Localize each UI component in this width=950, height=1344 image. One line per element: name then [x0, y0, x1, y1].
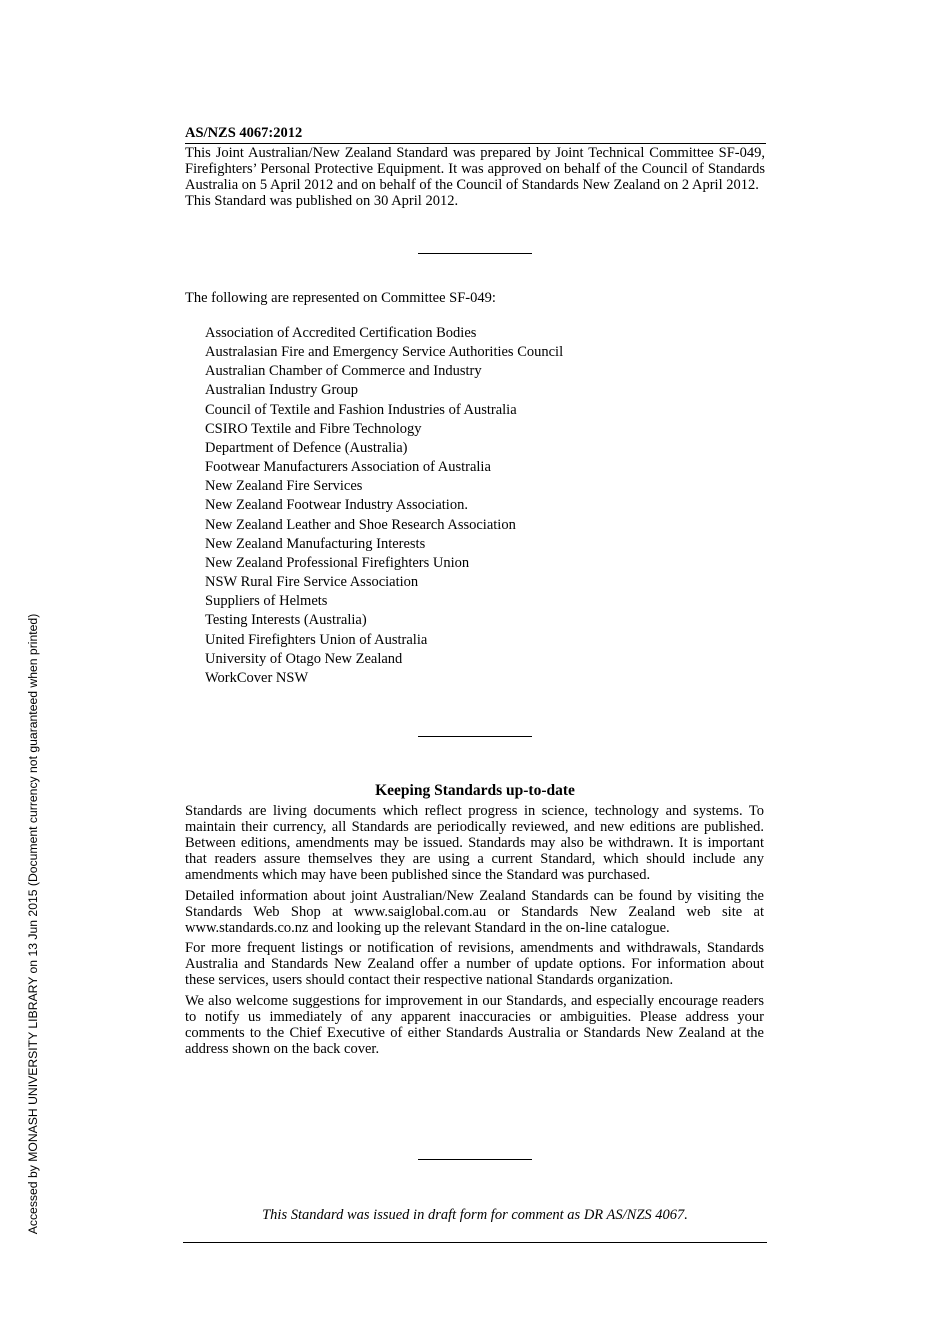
body-paragraph: Detailed information about joint Australian/New Zealand Standards can be found by visiting the Standards Web Shop at www.saiglobal.com.au or Standards New Zealand web site at www.standards.co.nz and looking up the relevant Standard in the on-line catalogue.: [185, 887, 764, 936]
list-item: Testing Interests (Australia): [205, 612, 367, 629]
list-item: New Zealand Leather and Shoe Research Association: [205, 516, 516, 533]
body-paragraph: For more frequent listings or notification of revisions, amendments and withdrawals, Standards Australia and Standards New Zealand offer a number of update options. For information about these services, users should contact their respective national Standards organization.: [185, 940, 764, 989]
preparation-paragraph: This Joint Australian/New Zealand Standard was prepared by Joint Technical Committee SF-049, Firefighters’ Personal Protective Equipment. It was approved on behalf of the Council of Standards Australia on 5 April 2012 and on behalf of the Council of Standards New Zealand on 2 April 2012.: [185, 145, 765, 193]
list-item: Suppliers of Helmets: [205, 593, 328, 610]
list-item: United Firefighters Union of Australia: [205, 631, 428, 648]
list-item: Australasian Fire and Emergency Service Authorities Council: [205, 344, 564, 361]
body-paragraph: We also welcome suggestions for improvement in our Standards, and especially encourage readers to notify us immediately of any apparent inaccuracies or ambiguities. Please address your comments to the Chief Executive of either Standards Australia or Standards New Zealand at the address shown on the back cover.: [185, 992, 764, 1057]
access-watermark: Accessed by MONASH UNIVERSITY LIBRARY on 13 Jun 2015 (Document currency not guaranteed when printed): [26, 613, 40, 1235]
list-item: Australian Industry Group: [205, 382, 359, 399]
list-item: New Zealand Manufacturing Interests: [205, 535, 426, 552]
list-item: WorkCover NSW: [205, 669, 309, 686]
list-item: University of Otago New Zealand: [205, 650, 403, 667]
keeping-standards-section: [185, 803, 764, 1061]
list-item: New Zealand Fire Services: [205, 478, 363, 495]
preparation-section: [185, 145, 765, 209]
committee-member-list: [205, 324, 563, 688]
body-paragraph: Standards are living documents which reflect progress in science, technology and systems. To maintain their currency, all Standards are periodically reviewed, and new editions are published. Between editions, amendments may be issued. Standards may also be withdrawn. It is important that readers assure themselves they are using a current Standard, which should include any amendments which may have been published since the Standard was purchased.: [185, 803, 764, 883]
list-item: New Zealand Professional Firefighters Union: [205, 554, 470, 571]
bottom-rule: [183, 1242, 767, 1243]
committee-intro: The following are represented on Committee SF-049:: [185, 290, 496, 306]
divider-2: [418, 736, 532, 737]
list-item: New Zealand Footwear Industry Association.: [205, 497, 468, 514]
list-item: CSIRO Textile and Fibre Technology: [205, 420, 422, 437]
publication-date-paragraph: This Standard was published on 30 April 2012.: [185, 193, 459, 209]
list-item: Footwear Manufacturers Association of Australia: [205, 459, 491, 476]
divider-1: [418, 253, 532, 254]
list-item: Department of Defence (Australia): [205, 439, 408, 456]
section-heading: Keeping Standards up-to-date: [375, 782, 575, 799]
document-id: AS/NZS 4067:2012: [185, 125, 766, 144]
list-item: Australian Chamber of Commerce and Industry: [205, 363, 482, 380]
list-item: Council of Textile and Fashion Industries of Australia: [205, 401, 517, 418]
divider-3: [418, 1159, 532, 1160]
list-item: NSW Rural Fire Service Association: [205, 574, 419, 591]
list-item: Association of Accredited Certification Bodies: [205, 325, 477, 341]
draft-note: This Standard was issued in draft form for comment as DR AS/NZS 4067.: [262, 1207, 688, 1223]
